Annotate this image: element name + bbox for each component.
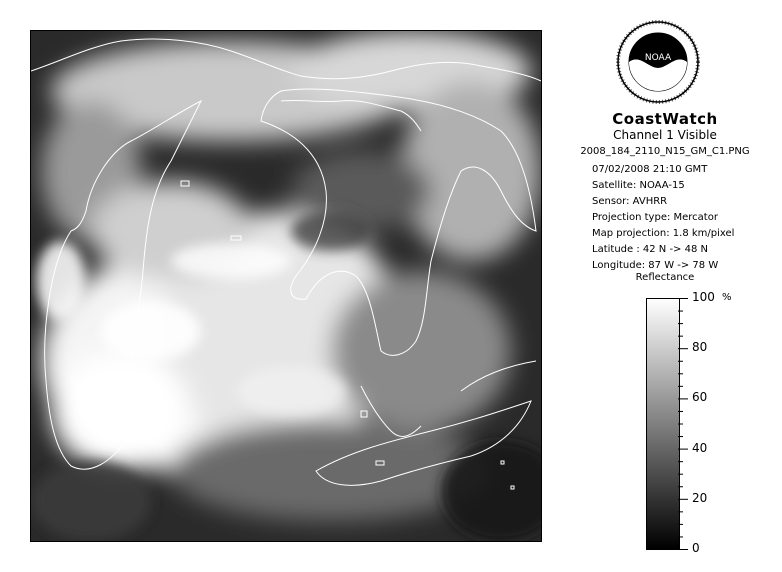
image-filename: 2008_184_2110_N15_GM_C1.PNG	[580, 146, 750, 157]
product-title: CoastWatch	[612, 110, 718, 128]
noaa-logo	[616, 20, 700, 104]
reflectance-colorbar	[646, 298, 680, 550]
satellite-map-svg	[31, 31, 541, 541]
colorbar-tick-label: 20	[692, 490, 708, 505]
colorbar-tick-label: 40	[692, 440, 708, 455]
noaa-logo-text: NOAA	[644, 53, 672, 63]
colorbar-tick-label: 0	[692, 541, 700, 555]
colorbar-tick-label: 100	[692, 290, 715, 304]
datetime-text: 07/02/2008 21:10 GMT	[592, 164, 708, 175]
colorbar-label: Reflectance	[635, 272, 695, 283]
latitude-range-text: Latitude : 42 N -> 48 N	[592, 244, 708, 255]
satellite-text: Satellite: NOAA-15	[592, 180, 685, 191]
channel-subtitle: Channel 1 Visible	[613, 128, 717, 142]
colorbar-ticks	[678, 298, 768, 554]
map-projection-text: Map projection: 1.8 km/pixel	[592, 228, 735, 239]
projection-type-text: Projection type: Mercator	[592, 212, 718, 223]
colorbar-tick-label: 60	[692, 390, 708, 405]
colorbar-unit: %	[722, 292, 732, 303]
colorbar-tick-label: 80	[692, 340, 708, 355]
longitude-range-text: Longitude: 87 W -> 78 W	[592, 260, 719, 271]
sensor-text: Sensor: AVHRR	[592, 196, 668, 207]
satellite-image	[30, 30, 542, 542]
